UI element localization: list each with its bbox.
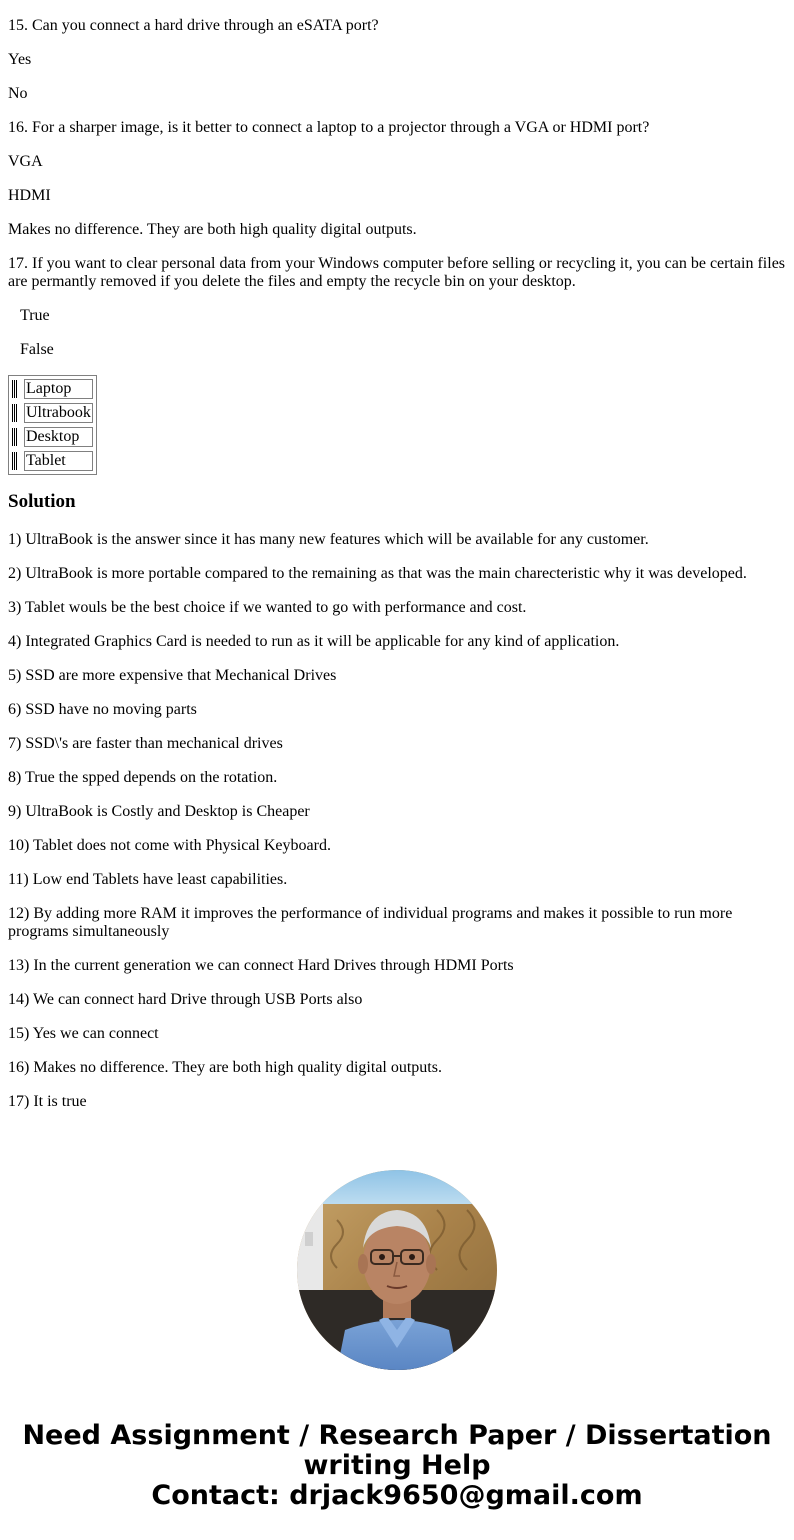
table-cell (23, 402, 94, 424)
table-cell (23, 450, 94, 472)
table-row (11, 426, 94, 448)
avatar (297, 1170, 497, 1370)
device-laptop: Laptop (24, 379, 93, 399)
document-body (0, 17, 794, 1111)
solution-16: 16) Makes no difference. They are both high quality digital outputs. (8, 1059, 442, 1076)
solution-4: 4) Integrated Graphics Card is needed to run as it will be applicable for any kind of application. (8, 633, 620, 650)
table-row (11, 378, 94, 400)
solution-5: 5) SSD are more expensive that Mechanical Drives (8, 667, 337, 684)
device-desktop: Desktop (24, 427, 93, 447)
footer-help-text: Need Assignment / Research Paper / Dissertation writing Help (22, 1420, 772, 1481)
avatar-portrait-image (297, 1170, 497, 1370)
solution-9: 9) UltraBook is Costly and Desktop is Cheaper (8, 803, 310, 820)
solution-10: 10) Tablet does not come with Physical Keyboard. (8, 837, 331, 854)
question-17-option-false: False (20, 341, 54, 358)
question-16-option-vga: VGA (8, 153, 43, 170)
solution-2: 2) UltraBook is more portable compared to the remaining as that was the main charecteristic why it was developed. (8, 565, 747, 582)
footer-contact-text: Contact: drjack9650@gmail.com (151, 1480, 643, 1511)
table-cell (23, 378, 94, 400)
table-row (11, 450, 94, 472)
solution-12: 12) By adding more RAM it improves the performance of individual programs and makes it possible to run more programs simultaneously (8, 905, 733, 940)
table-cell (23, 426, 94, 448)
solution-7: 7) SSD\'s are faster than mechanical drives (8, 735, 283, 752)
solution-15: 15) Yes we can connect (8, 1025, 159, 1042)
table-row (11, 402, 94, 424)
table-rail (11, 450, 21, 472)
table-rail (11, 402, 21, 424)
solution-6: 6) SSD have no moving parts (8, 701, 197, 718)
solution-3: 3) Tablet wouls be the best choice if we wanted to go with performance and cost. (8, 599, 527, 616)
solution-17: 17) It is true (8, 1093, 87, 1110)
question-17-option-true: True (20, 307, 50, 324)
solution-heading: Solution (8, 491, 76, 512)
solution-11: 11) Low end Tablets have least capabilities. (8, 871, 288, 888)
footer-banner (0, 1421, 794, 1511)
solution-8: 8) True the spped depends on the rotation. (8, 769, 278, 786)
question-15-option-no: No (8, 85, 28, 102)
table-rail (11, 426, 21, 448)
device-options-table (8, 375, 97, 475)
question-15: 15. Can you connect a hard drive through an eSATA port? (8, 17, 379, 34)
question-17: 17. If you want to clear personal data from your Windows computer before selling or recycling it, you can be certain files are permantly removed if you delete the files and empty the recycle bin on your desktop. (8, 255, 786, 290)
table-rail (11, 378, 21, 400)
question-16-option-no-difference: Makes no difference. They are both high quality digital outputs. (8, 221, 417, 238)
question-15-option-yes: Yes (8, 51, 32, 68)
question-16: 16. For a sharper image, is it better to connect a laptop to a projector through a VGA or HDMI port? (8, 119, 650, 136)
solution-1: 1) UltraBook is the answer since it has many new features which will be available for any customer. (8, 531, 649, 548)
solution-13: 13) In the current generation we can connect Hard Drives through HDMI Ports (8, 957, 514, 974)
device-tablet: Tablet (24, 451, 93, 471)
device-ultrabook: Ultrabook (26, 404, 91, 421)
solution-14: 14) We can connect hard Drive through USB Ports also (8, 991, 363, 1008)
question-16-option-hdmi: HDMI (8, 187, 51, 204)
